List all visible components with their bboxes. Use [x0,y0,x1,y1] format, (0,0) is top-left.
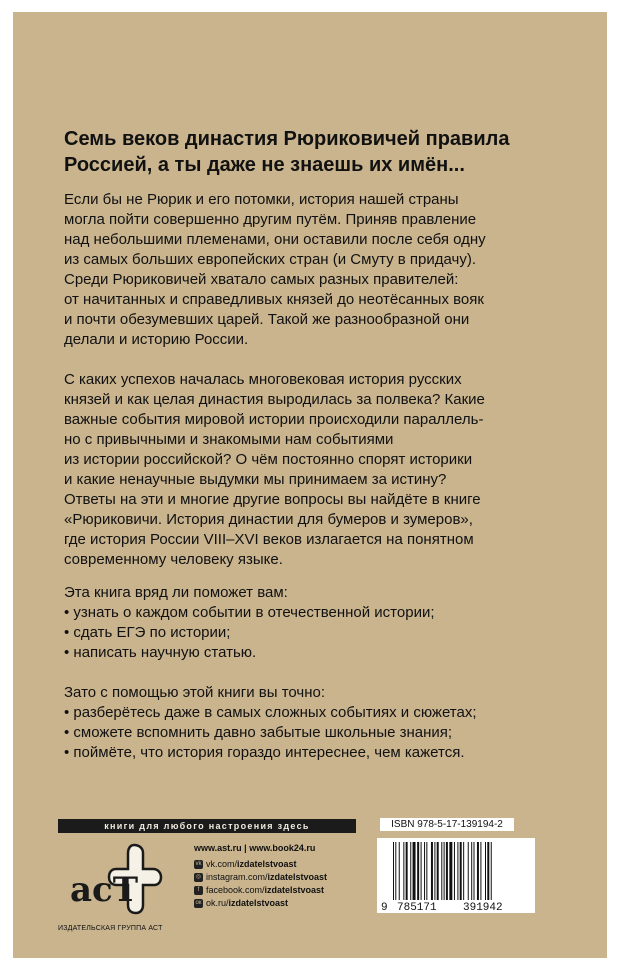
social-url-prefix: ok.ru/ [206,898,229,908]
text-line: где история России VIII–XVI веков излагается на понятном [64,531,474,548]
social-url-prefix: vk.com/ [206,859,238,869]
barcode-bar [410,842,411,900]
list-item: • сможете вспомнить давно забытые школьные знания; [64,724,453,741]
list-intro: Зато с помощью этой книги вы точно: [64,684,326,701]
social-url-prefix: instagram.com/ [206,872,268,882]
social-handle: izdatelstvoast [237,859,297,869]
barcode-bar [393,842,394,900]
social-url-prefix: facebook.com/ [206,885,265,895]
barcode-bar [477,842,479,900]
barcode-digits-left: 785171 [397,902,437,913]
text-line: «Рюриковичи. История династии для бумеров и зумеров», [64,511,473,528]
list-intro: Эта книга вряд ли поможет вам: [64,584,288,601]
list-item: • написать научную статью. [64,644,257,661]
text-line: над небольшими племенами, они оставили после себя одну [64,231,486,248]
text-line: Если бы не Рюрик и его потомки, история нашей страны [64,191,459,208]
social-link-ok[interactable] [194,897,394,909]
text-line: от начитанных и справедливых князей до неотёсанных вояк [64,291,484,308]
text-line: но с привычными и знакомыми нам событиями [64,431,394,448]
barcode-bar [417,842,419,900]
barcode-bar [480,842,481,900]
barcode-bar [463,842,464,900]
text-line: Ответы на эти и многие другие вопросы вы найдёте в книге [64,491,481,508]
barcode-bar [434,842,435,900]
barcode-bar [468,842,469,900]
barcode-bar [460,842,462,900]
barcode-bar [454,842,455,900]
barcode-bar [431,842,433,900]
text-line: делали и историю России. [64,331,249,348]
barcode-bar [457,842,458,900]
headline-line: Россией, а ты даже не знаешь их имён... [64,154,465,176]
barcode-bar [471,842,472,900]
barcode-bar [485,842,486,900]
text-line: С каких успехов началась многовековая история русских [64,371,462,388]
barcode-bar [421,842,422,900]
isbn-label: ISBN 978-5-17-139194-2 [380,818,514,831]
text-line: и какие ненаучные выдумки мы принимаем за истину? [64,471,447,488]
text-line: современному человеку языке. [64,551,283,568]
text-line: князей и как целая династия выродилась за полвека? Какие [64,391,485,408]
barcode-graphic [377,838,535,913]
barcode [377,838,535,913]
barcode-digits-right: 391942 [463,902,503,913]
text-line: из истории российской? О чём постоянно спорят историки [64,451,473,468]
text-line: важные события мировой истории происходили параллель- [64,411,484,428]
social-link-instagram[interactable] [194,871,394,883]
social-link-facebook[interactable] [194,884,394,896]
list-item: • узнать о каждом событии в отечественной истории; [64,604,435,621]
barcode-bar [426,842,427,900]
ast-logo [64,839,164,921]
barcode-bar [441,842,442,900]
barcode-bar [406,842,408,900]
paragraph-questions [64,370,564,570]
barcode-bar [399,842,400,900]
barcode-bar [413,842,416,900]
text-line: из самых больших европейских стран (и Смуту в придачу). [64,251,477,268]
text-line: могла пойти совершенно другим путём. Приняв правление [64,211,477,228]
barcode-bar [446,842,448,900]
headline [64,126,564,178]
list-will-help [64,683,564,763]
ok-icon: ок [195,900,202,907]
text-line: Среди Рюриковичей хватало самых разных правителей: [64,271,459,288]
social-handle: izdatelstvoast [264,885,325,895]
social-handle: izdatelstvoast [267,872,328,882]
barcode-bar [403,842,404,900]
list-item: • сдать ЕГЭ по истории; [64,624,231,641]
barcode-bar [491,842,492,900]
logo-wordmark: acT [70,870,139,910]
vk-icon: vk [195,861,202,868]
social-link-vk[interactable] [194,858,394,870]
barcode-bar [437,842,439,900]
instagram-icon: ◎ [195,874,202,881]
barcode-bar [444,842,445,900]
publisher-websites[interactable]: www.ast.ru | www.book24.ru [194,843,316,853]
headline-line: Семь веков династия Рюриковичей правила [64,128,510,150]
publisher-imprint: ИЗДАТЕЛЬСКАЯ ГРУППА АСТ [58,925,163,932]
facebook-icon: f [194,886,203,895]
barcode-bar [487,842,489,900]
barcode-bar [395,842,396,900]
barcode-bar [474,842,475,900]
list-will-not-help [64,583,564,663]
barcode-bar [449,842,452,900]
barcode-digit-lead: 9 [381,902,388,913]
list-item: • разберётесь даже в самых сложных событиях и сюжетах; [64,704,477,721]
list-item: • поймёте, что история гораздо интереснее, чем кажется. [64,744,465,761]
barcode-bar [424,842,425,900]
paragraph-intro [64,190,564,350]
social-handle: izdatelstvoast [228,898,289,908]
tagline-banner: книги для любого настроения здесь [58,819,356,833]
text-line: и почти обезумевших царей. Такой же разнообразной они [64,311,470,328]
